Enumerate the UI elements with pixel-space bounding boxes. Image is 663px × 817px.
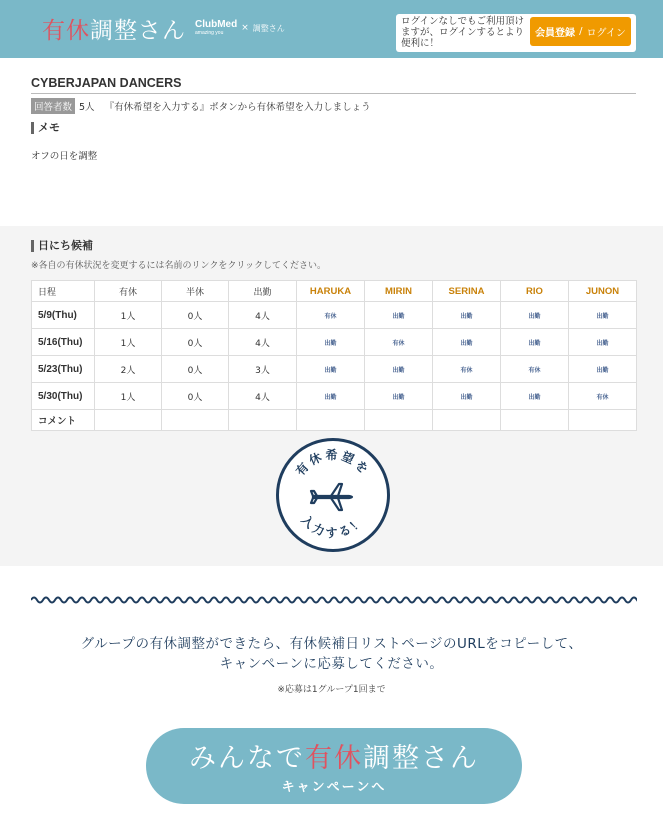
campaign-instructions (0, 634, 663, 674)
campaign-button-sub: キャンペーンへ (281, 780, 387, 795)
status-cell: 出勤 (433, 383, 501, 410)
member-link-junon[interactable]: JUNON (569, 281, 637, 302)
campaign-note: ※応募は1グループ1回まで (277, 685, 386, 695)
login-link[interactable]: ログイン (586, 28, 626, 39)
memo-heading: メモ (31, 122, 60, 134)
table-header-row (32, 281, 637, 302)
status-cell: 有休 (501, 356, 569, 383)
svg-text:有休希望を (292, 447, 373, 478)
clubmed-tagline: amazing you (195, 30, 224, 36)
dates-heading: 日にち候補 (31, 240, 93, 252)
status-cell: 出勤 (569, 356, 637, 383)
chousei-logo: 調整さん (252, 23, 285, 33)
row-date: 5/9(Thu) (32, 302, 95, 329)
comment-cell (297, 410, 365, 431)
row-shukkin-count: 4人 (229, 329, 297, 356)
memo-text: オフの日を調整 (31, 151, 98, 162)
enter-leave-request-button[interactable] (276, 438, 390, 552)
row-yukyu-count: 1人 (95, 302, 162, 329)
comment-cell (569, 410, 637, 431)
campaign-line-2: キャンペーンに応募してください。 (219, 656, 444, 672)
comment-cell (501, 410, 569, 431)
stamp-graphic (279, 441, 387, 549)
campaign-title-prefix: みんなで (189, 743, 305, 774)
campaign-title-accent: 有休 (305, 743, 363, 774)
status-cell: 出勤 (297, 383, 365, 410)
campaign-title-suffix: 調整さん (363, 743, 479, 774)
comment-cell (365, 410, 433, 431)
member-link-serina[interactable]: SERINA (433, 281, 501, 302)
table-row (32, 383, 637, 410)
col-header-yukyu: 有休 (95, 281, 162, 302)
login-prompt: ログインなしでもご利用頂けますが、ログインするとより便利に！ (401, 16, 525, 49)
table-row (32, 356, 637, 383)
campaign-button[interactable] (146, 728, 522, 804)
stamp-top-text: 有休希望を (293, 448, 373, 479)
partner-separator: × (241, 23, 249, 33)
answer-summary (31, 98, 371, 114)
table-row (32, 329, 637, 356)
row-date: 5/30(Thu) (32, 383, 95, 410)
answers-count: 5人 (79, 102, 95, 113)
campaign-line-1: グループの有休調整ができたら、有休候補日リストページのURLをコピーして、 (80, 636, 583, 652)
table-row (32, 302, 637, 329)
row-date: 5/16(Thu) (32, 329, 95, 356)
dates-note: ※各自の有休状況を変更するには名前のリンクをクリックしてください。 (31, 261, 327, 271)
comment-cell (95, 410, 162, 431)
comment-label: コメント (32, 410, 95, 431)
row-shukkin-count: 3人 (229, 356, 297, 383)
partner-logos (195, 20, 285, 36)
row-hankyu-count: 0人 (162, 302, 229, 329)
register-login-button[interactable] (530, 17, 631, 46)
answers-hint: 『有休希望を入力する』ボタンから有休希望を入力しましょう (104, 102, 371, 113)
status-cell: 有休 (365, 329, 433, 356)
logo-suffix: 調整さん (90, 18, 186, 44)
status-cell: 出勤 (297, 329, 365, 356)
status-cell: 出勤 (501, 302, 569, 329)
svg-text:入力する！ (299, 512, 368, 540)
row-date: 5/23(Thu) (32, 356, 95, 383)
wave-divider (31, 593, 637, 607)
status-cell: 有休 (433, 356, 501, 383)
row-yukyu-count: 1人 (95, 383, 162, 410)
airplane-icon (311, 484, 352, 510)
campaign-button-title (146, 736, 522, 775)
site-logo[interactable] (42, 12, 186, 45)
member-link-mirin[interactable]: MIRIN (365, 281, 433, 302)
status-cell: 出勤 (433, 302, 501, 329)
schedule-table (31, 280, 637, 431)
member-link-haruka[interactable]: HARUKA (297, 281, 365, 302)
clubmed-name: ClubMed (195, 19, 238, 30)
register-link[interactable]: 会員登録 (535, 28, 576, 39)
login-panel (396, 14, 636, 52)
clubmed-logo (195, 20, 237, 36)
status-cell: 出勤 (365, 356, 433, 383)
member-link-rio[interactable]: RIO (501, 281, 569, 302)
status-cell: 出勤 (569, 302, 637, 329)
comment-cell (433, 410, 501, 431)
title-divider (31, 93, 636, 94)
login-separator: / (579, 26, 583, 37)
row-shukkin-count: 4人 (229, 383, 297, 410)
status-cell: 有休 (297, 302, 365, 329)
row-shukkin-count: 4人 (229, 302, 297, 329)
comment-cell (162, 410, 229, 431)
site-header (0, 0, 663, 58)
row-hankyu-count: 0人 (162, 383, 229, 410)
status-cell: 出勤 (297, 356, 365, 383)
row-yukyu-count: 2人 (95, 356, 162, 383)
comment-cell (229, 410, 297, 431)
col-header-date: 日程 (32, 281, 95, 302)
row-yukyu-count: 1人 (95, 329, 162, 356)
status-cell: 出勤 (365, 302, 433, 329)
row-hankyu-count: 0人 (162, 356, 229, 383)
col-header-shukkin: 出勤 (229, 281, 297, 302)
row-hankyu-count: 0人 (162, 329, 229, 356)
col-header-hankyu: 半休 (162, 281, 229, 302)
status-cell: 出勤 (365, 383, 433, 410)
event-title: CYBERJAPAN DANCERS (31, 76, 182, 90)
logo-prefix: 有休 (42, 18, 90, 44)
status-cell: 出勤 (433, 329, 501, 356)
answers-label: 回答者数 (31, 98, 75, 114)
status-cell: 出勤 (501, 329, 569, 356)
status-cell: 出勤 (501, 383, 569, 410)
comment-row (32, 410, 637, 431)
stamp-bottom-text: 入力する！ (298, 512, 368, 540)
status-cell: 有休 (569, 383, 637, 410)
status-cell: 出勤 (569, 329, 637, 356)
